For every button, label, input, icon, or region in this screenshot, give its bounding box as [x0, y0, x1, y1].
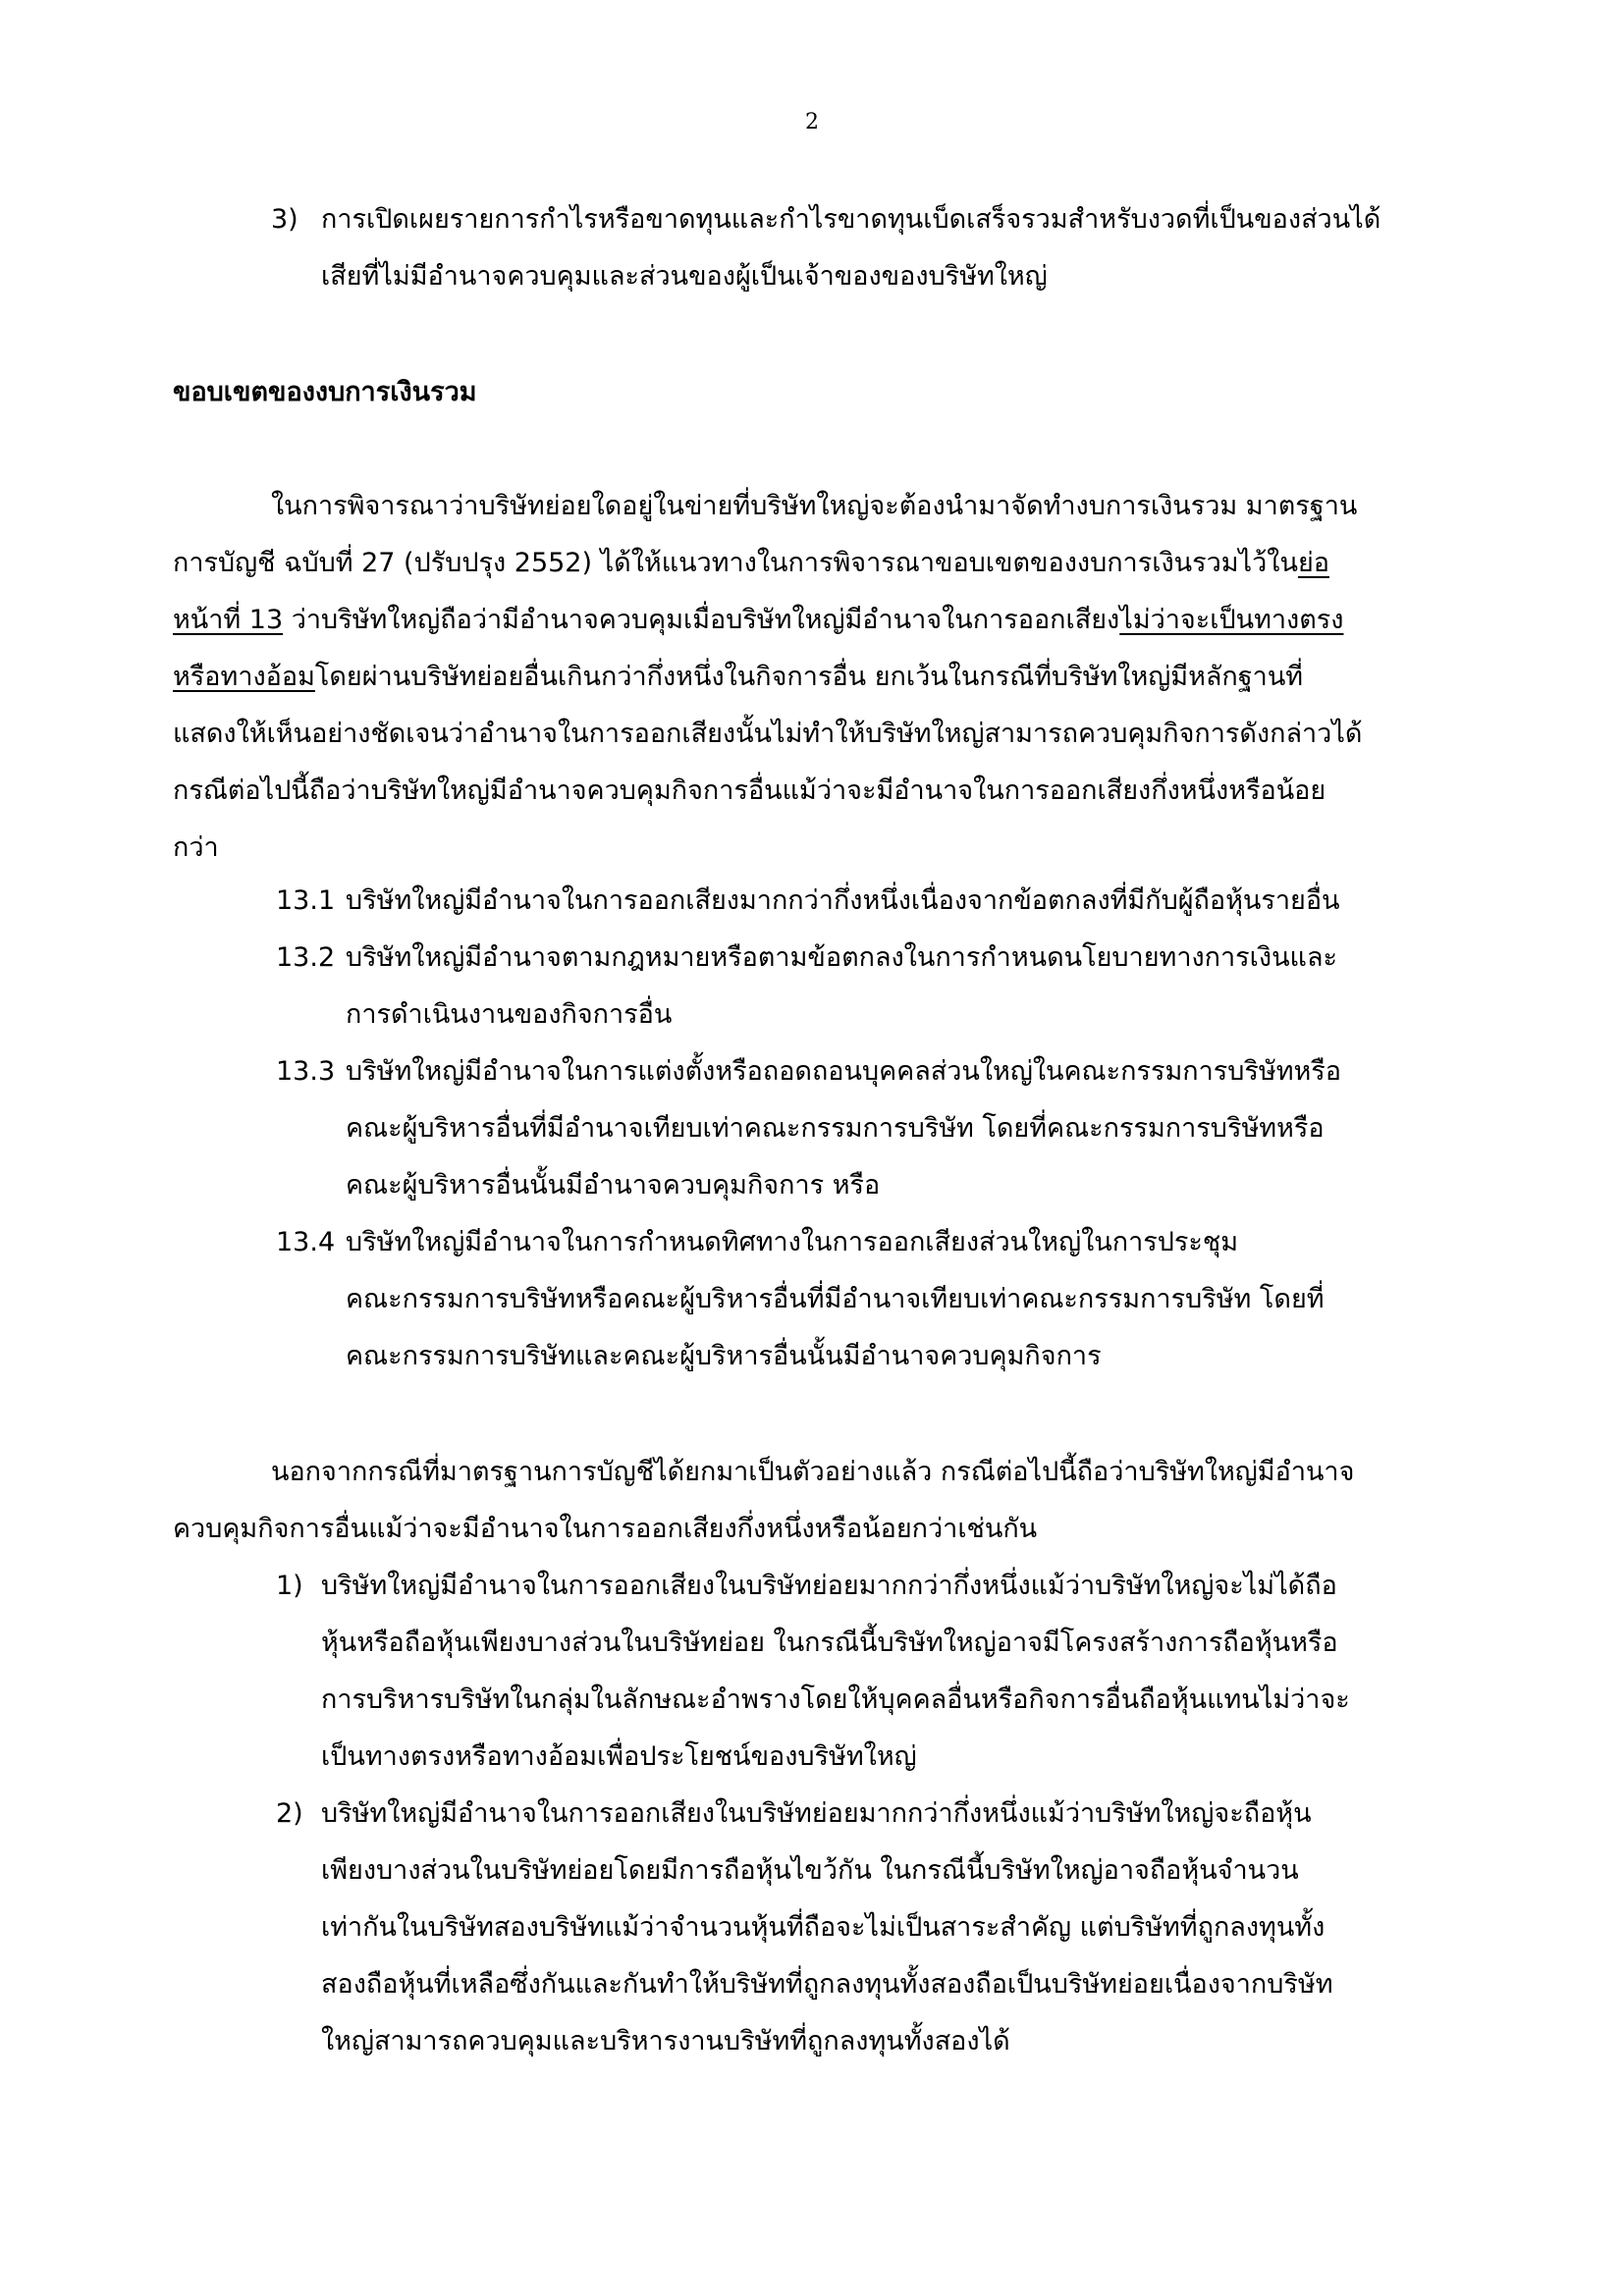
paragraph-line: นอกจากกรณีที่มาตรฐานการบัญชีได้ยกมาเป็นตัวอย่างแล้ว กรณีต่อไปนี้ถือว่าบริษัทใหญ่มีอำนาจ — [271, 1457, 1355, 1487]
clause-number: 13.2 — [276, 942, 336, 973]
clause-line: คณะผู้บริหารอื่นนั้นมีอำนาจควบคุมกิจการ หรือ — [346, 1170, 881, 1201]
list-item-number: 3) — [271, 204, 298, 235]
clause-line: บริษัทใหญ่มีอำนาจในการกำหนดทิศทางในการออกเสียงส่วนใหญ่ในการประชุม — [346, 1227, 1239, 1257]
paragraph-line: ควบคุมกิจการอื่นแม้ว่าจะมีอำนาจในการออกเสียงกึ่งหนึ่งหรือน้อยกว่าเช่นกัน — [173, 1514, 1038, 1544]
list-item-line: บริษัทใหญ่มีอำนาจในการออกเสียงในบริษัทย่อยมากกว่ากึ่งหนึ่งแม้ว่าบริษัทใหญ่จะถือหุ้น — [321, 1798, 1312, 1829]
list-item-line: บริษัทใหญ่มีอำนาจในการออกเสียงในบริษัทย่อยมากกว่ากึ่งหนึ่งแม้ว่าบริษัทใหญ่จะไม่ได้ถือ — [321, 1571, 1337, 1601]
clause-line: คณะกรรมการบริษัทและคณะผู้บริหารอื่นนั้นมีอำนาจควบคุมกิจการ — [346, 1341, 1102, 1371]
list-item-number: 2) — [276, 1798, 303, 1829]
underlined-phrase: ไม่ว่าจะเป็นทางตรง — [1119, 605, 1344, 635]
paragraph-text: การบัญชี ฉบับที่ 27 (ปรับปรุง 2552) ได้ให้แนวทางในการพิจารณาขอบเขตของงบการเงินรวมไว้ใน — [173, 548, 1298, 578]
clause-line: บริษัทใหญ่มีอำนาจในการแต่งตั้งหรือถอดถอนบุคคลส่วนใหญ่ในคณะกรรมการบริษัทหรือ — [346, 1056, 1342, 1087]
list-item-line: เท่ากันในบริษัทสองบริษัทแม้ว่าจำนวนหุ้นที่ถือจะไม่เป็นสาระสำคัญ แต่บริษัทที่ถูกลงทุนทั้ง — [321, 1912, 1326, 1943]
list-item-line: เสียที่ไม่มีอำนาจควบคุมและส่วนของผู้เป็นเจ้าของของบริษัทใหญ่ — [321, 261, 1048, 292]
paragraph-line — [173, 601, 1343, 640]
clause-line: การดำเนินงานของกิจการอื่น — [346, 999, 673, 1030]
list-item-line: หุ้นหรือถือหุ้นเพียงบางส่วนในบริษัทย่อย ในกรณีนี้บริษัทใหญ่อาจมีโครงสร้างการถือหุ้นหรือ — [321, 1628, 1338, 1658]
list-item-line: การเปิดเผยรายการกำไรหรือขาดทุนและกำไรขาดทุนเบ็ดเสร็จรวมสำหรับงวดที่เป็นของส่วนได้ — [321, 204, 1381, 235]
underlined-reference: ย่อ — [1297, 548, 1329, 578]
list-item-number: 1) — [276, 1571, 303, 1601]
clause-line: บริษัทใหญ่มีอำนาจตามกฎหมายหรือตามข้อตกลงในการกำหนดนโยบายทางการเงินและ — [346, 942, 1337, 973]
list-item-line: สองถือหุ้นที่เหลือซึ่งกันและกันทำให้บริษัทที่ถูกลงทุนทั้งสองถือเป็นบริษัทย่อยเนื่องจากบริษัท — [321, 1969, 1333, 2000]
paragraph-text: ว่าบริษัทใหญ่ถือว่ามีอำนาจควบคุมเมื่อบริษัทใหญ่มีอำนาจในการออกเสียง — [283, 605, 1120, 635]
paragraph-line: แสดงให้เห็นอย่างชัดเจนว่าอำนาจในการออกเสียงนั้นไม่ทำให้บริษัทใหญ่สามารถควบคุมกิจการดังกล่าวได้ — [173, 719, 1363, 749]
paragraph-line — [173, 544, 1329, 583]
clause-line: คณะผู้บริหารอื่นที่มีอำนาจเทียบเท่าคณะกรรมการบริษัท โดยที่คณะกรรมการบริษัทหรือ — [346, 1113, 1325, 1144]
paragraph-text: โดยผ่านบริษัทย่อยอื่นเกินกว่ากึ่งหนึ่งในกิจการอื่น ยกเว้นในกรณีที่บริษัทใหญ่มีหลักฐานที่ — [314, 662, 1304, 692]
clause-number: 13.4 — [276, 1227, 336, 1257]
paragraph-line — [173, 658, 1303, 697]
clause-line: บริษัทใหญ่มีอำนาจในการออกเสียงมากกว่ากึ่งหนึ่งเนื่องจากข้อตกลงที่มีกับผู้ถือหุ้นรายอื่น — [346, 885, 1340, 916]
section-heading: ขอบเขตของงบการเงินรวม — [173, 377, 477, 407]
paragraph-line: กว่า — [173, 832, 219, 863]
page-number: 2 — [805, 110, 819, 134]
clause-number: 13.1 — [276, 885, 336, 916]
list-item-line: เป็นทางตรงหรือทางอ้อมเพื่อประโยชน์ของบริษัทใหญ่ — [321, 1741, 917, 1772]
paragraph-line: กรณีต่อไปนี้ถือว่าบริษัทใหญ่มีอำนาจควบคุมกิจการอื่นแม้ว่าจะมีอำนาจในการออกเสียงกึ่งหนึ่งหรือน้อย — [173, 775, 1326, 806]
underlined-phrase: หรือทางอ้อม — [173, 662, 315, 692]
paragraph-line: ในการพิจารณาว่าบริษัทย่อยใดอยู่ในข่ายที่บริษัทใหญ่จะต้องนำมาจัดทำงบการเงินรวม มาตรฐาน — [271, 491, 1358, 521]
list-item-line: ใหญ่สามารถควบคุมและบริหารงานบริษัทที่ถูกลงทุนทั้งสองได้ — [321, 2026, 1010, 2056]
clause-line: คณะกรรมการบริษัทหรือคณะผู้บริหารอื่นที่มีอำนาจเทียบเท่าคณะกรรมการบริษัท โดยที่ — [346, 1284, 1325, 1314]
clause-number: 13.3 — [276, 1056, 336, 1087]
list-item-line: เพียงบางส่วนในบริษัทย่อยโดยมีการถือหุ้นไขว้กัน ในกรณีนี้บริษัทใหญ่อาจถือหุ้นจำนวน — [321, 1855, 1299, 1886]
list-item-line: การบริหารบริษัทในกลุ่มในลักษณะอำพรางโดยให้บุคคลอื่นหรือกิจการอื่นถือหุ้นแทนไม่ว่าจะ — [321, 1684, 1350, 1715]
underlined-reference: หน้าที่ 13 — [173, 605, 284, 635]
